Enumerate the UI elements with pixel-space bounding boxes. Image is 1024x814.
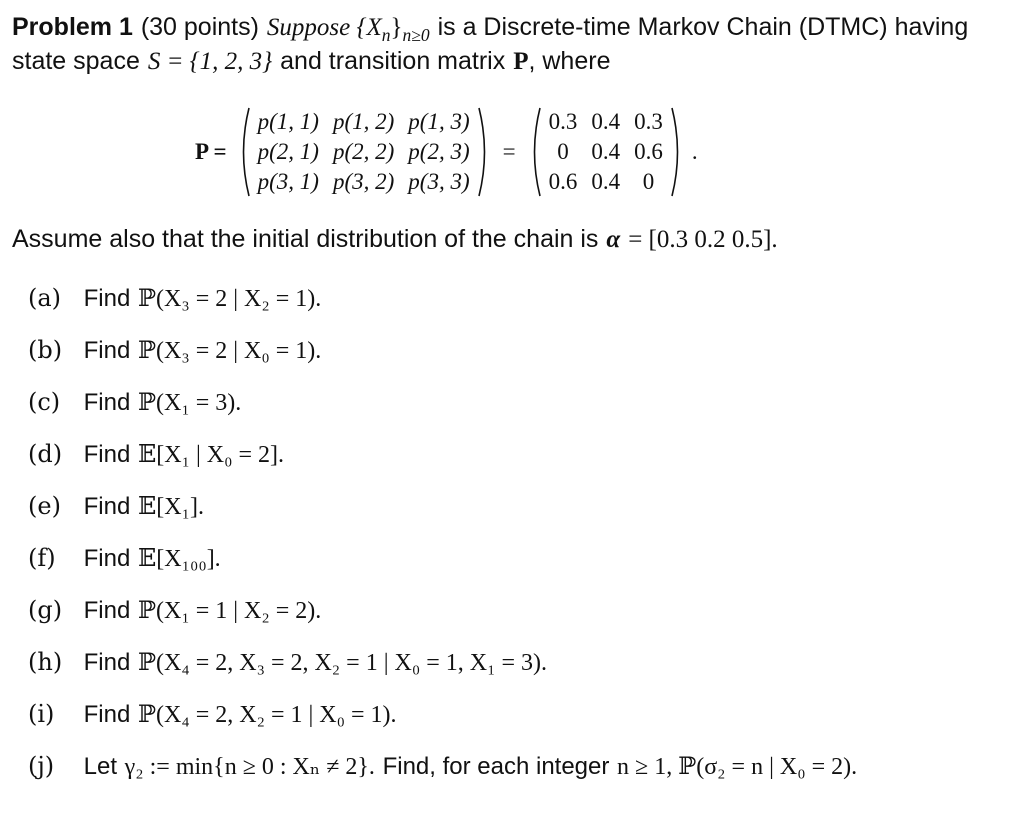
part-word: Let <box>83 753 118 780</box>
matrix-row <box>251 167 477 197</box>
matrix-row <box>542 107 670 137</box>
list-item <box>28 750 857 783</box>
part-expression: ℙ(X₃ = 2 | X₀ = 1). <box>137 338 322 364</box>
part-word: Find <box>83 337 131 364</box>
list-item <box>28 438 284 471</box>
matrix-cell: 0.6 <box>548 169 578 194</box>
right-paren-icon <box>477 106 491 198</box>
matrix-cell: 0.4 <box>591 109 621 134</box>
part-expression: γ₂ := min{n ≥ 0 : Xₙ ≠ 2}. <box>124 754 375 780</box>
part-label: (g) <box>28 596 63 624</box>
part-expression: 𝔼[X₁₀₀]. <box>137 546 221 572</box>
left-paren-icon <box>237 106 251 198</box>
numeric-matrix <box>542 107 670 197</box>
right-paren-icon <box>670 106 684 198</box>
intro-text-d: state space <box>12 47 140 75</box>
part-expression: 𝔼[X₁ | X₀ = 2]. <box>137 442 284 468</box>
matrix-row <box>251 107 477 137</box>
part-word: Find <box>83 389 131 416</box>
matrix-end: . <box>691 139 698 164</box>
part-expression: ℙ(X₁ = 1 | X₂ = 2). <box>137 598 322 624</box>
part-label: (f) <box>28 544 56 572</box>
matrix-cell: p(2, 3) <box>408 139 470 164</box>
list-item <box>28 646 547 679</box>
part-label: (a) <box>28 284 62 312</box>
matrix-row <box>542 167 670 197</box>
matrix-cell: p(3, 1) <box>257 169 319 194</box>
matrix-cell: p(1, 1) <box>257 109 319 134</box>
part-label: (b) <box>28 336 63 364</box>
part-word: Find <box>83 649 131 676</box>
part-expression-2: n ≥ 1, ℙ(σ₂ = n | X₀ = 2). <box>617 754 858 780</box>
part-label: (i) <box>28 700 55 728</box>
part-word: Find <box>83 493 131 520</box>
part-label: (j) <box>28 752 55 780</box>
alpha-value: = [0.3 0.2 0.5]. <box>628 226 778 253</box>
part-word: Find <box>83 597 131 624</box>
part-word: Find <box>83 545 131 572</box>
list-item <box>28 386 241 419</box>
part-label: (c) <box>28 388 61 416</box>
part-expression: 𝔼[X₁]. <box>137 494 204 520</box>
matrix-cell: 0.4 <box>591 169 621 194</box>
intro-text-a: Suppose $\{X_n\}_{n\ge 0}$ <box>266 14 430 45</box>
transition-matrix <box>195 104 698 200</box>
list-item <box>28 334 321 367</box>
part-label: (e) <box>28 492 61 520</box>
list-item <box>28 282 321 315</box>
state-space: S = {1, 2, 3} <box>147 48 273 75</box>
matrix-cell: 0 <box>557 139 569 164</box>
matrix-cell: p(2, 2) <box>332 139 395 164</box>
part-expression: ℙ(X₄ = 2, X₃ = 2, X₂ = 1 | X₀ = 1, X₁ = 3). <box>137 650 547 676</box>
part-expression: ℙ(X₄ = 2, X₂ = 1 | X₀ = 1). <box>137 702 397 728</box>
matrix-cell: p(3, 3) <box>408 169 470 194</box>
list-item <box>28 594 321 627</box>
matrix-cell: p(1, 3) <box>408 109 470 134</box>
alpha-symbol: α <box>606 226 621 253</box>
part-word: Find <box>83 441 131 468</box>
part-expression: ℙ(X₁ = 3). <box>137 390 242 416</box>
symbolic-matrix <box>251 107 477 197</box>
left-paren-icon <box>528 106 542 198</box>
problem-intro <box>12 10 1012 78</box>
list-item <box>28 490 204 523</box>
matrix-cell: 0.6 <box>634 139 663 164</box>
matrix-cell: p(1, 2) <box>332 109 395 134</box>
part-label: (h) <box>28 648 63 676</box>
list-item <box>28 698 397 731</box>
matrix-cell: 0.3 <box>634 109 663 134</box>
problem-heading: Problem 1 <box>12 13 133 41</box>
intro-text-f: , where <box>528 47 611 75</box>
part-word: Find <box>83 701 131 728</box>
matrix-symbol: P <box>513 48 529 75</box>
intro-text-c: is a Discrete-time Markov Chain (DTMC) having <box>437 13 969 41</box>
matrix-cell: p(3, 2) <box>332 169 395 194</box>
matrix-cell: 0.4 <box>591 139 621 164</box>
matrix-row <box>542 137 670 167</box>
matrix-lhs: P = <box>195 139 227 164</box>
problem-statement <box>12 10 1012 78</box>
part-expression: ℙ(X₃ = 2 | X₂ = 1). <box>137 286 322 312</box>
part-word-2: Find, for each integer <box>382 753 610 780</box>
matrix-cell: 0 <box>642 169 655 194</box>
problem-points: (30 points) <box>140 13 259 41</box>
list-item <box>28 542 221 575</box>
initial-distribution <box>12 222 778 256</box>
matrix-equals: = <box>502 139 516 164</box>
matrix-row <box>251 137 477 167</box>
matrix-cell: p(2, 1) <box>257 139 319 164</box>
matrix-cell: 0.3 <box>548 109 578 134</box>
part-label: (d) <box>28 440 63 468</box>
assume-text: Assume also that the initial distribution of the chain is <box>12 225 599 253</box>
part-word: Find <box>83 285 131 312</box>
intro-text-e: and transition matrix <box>280 47 506 75</box>
